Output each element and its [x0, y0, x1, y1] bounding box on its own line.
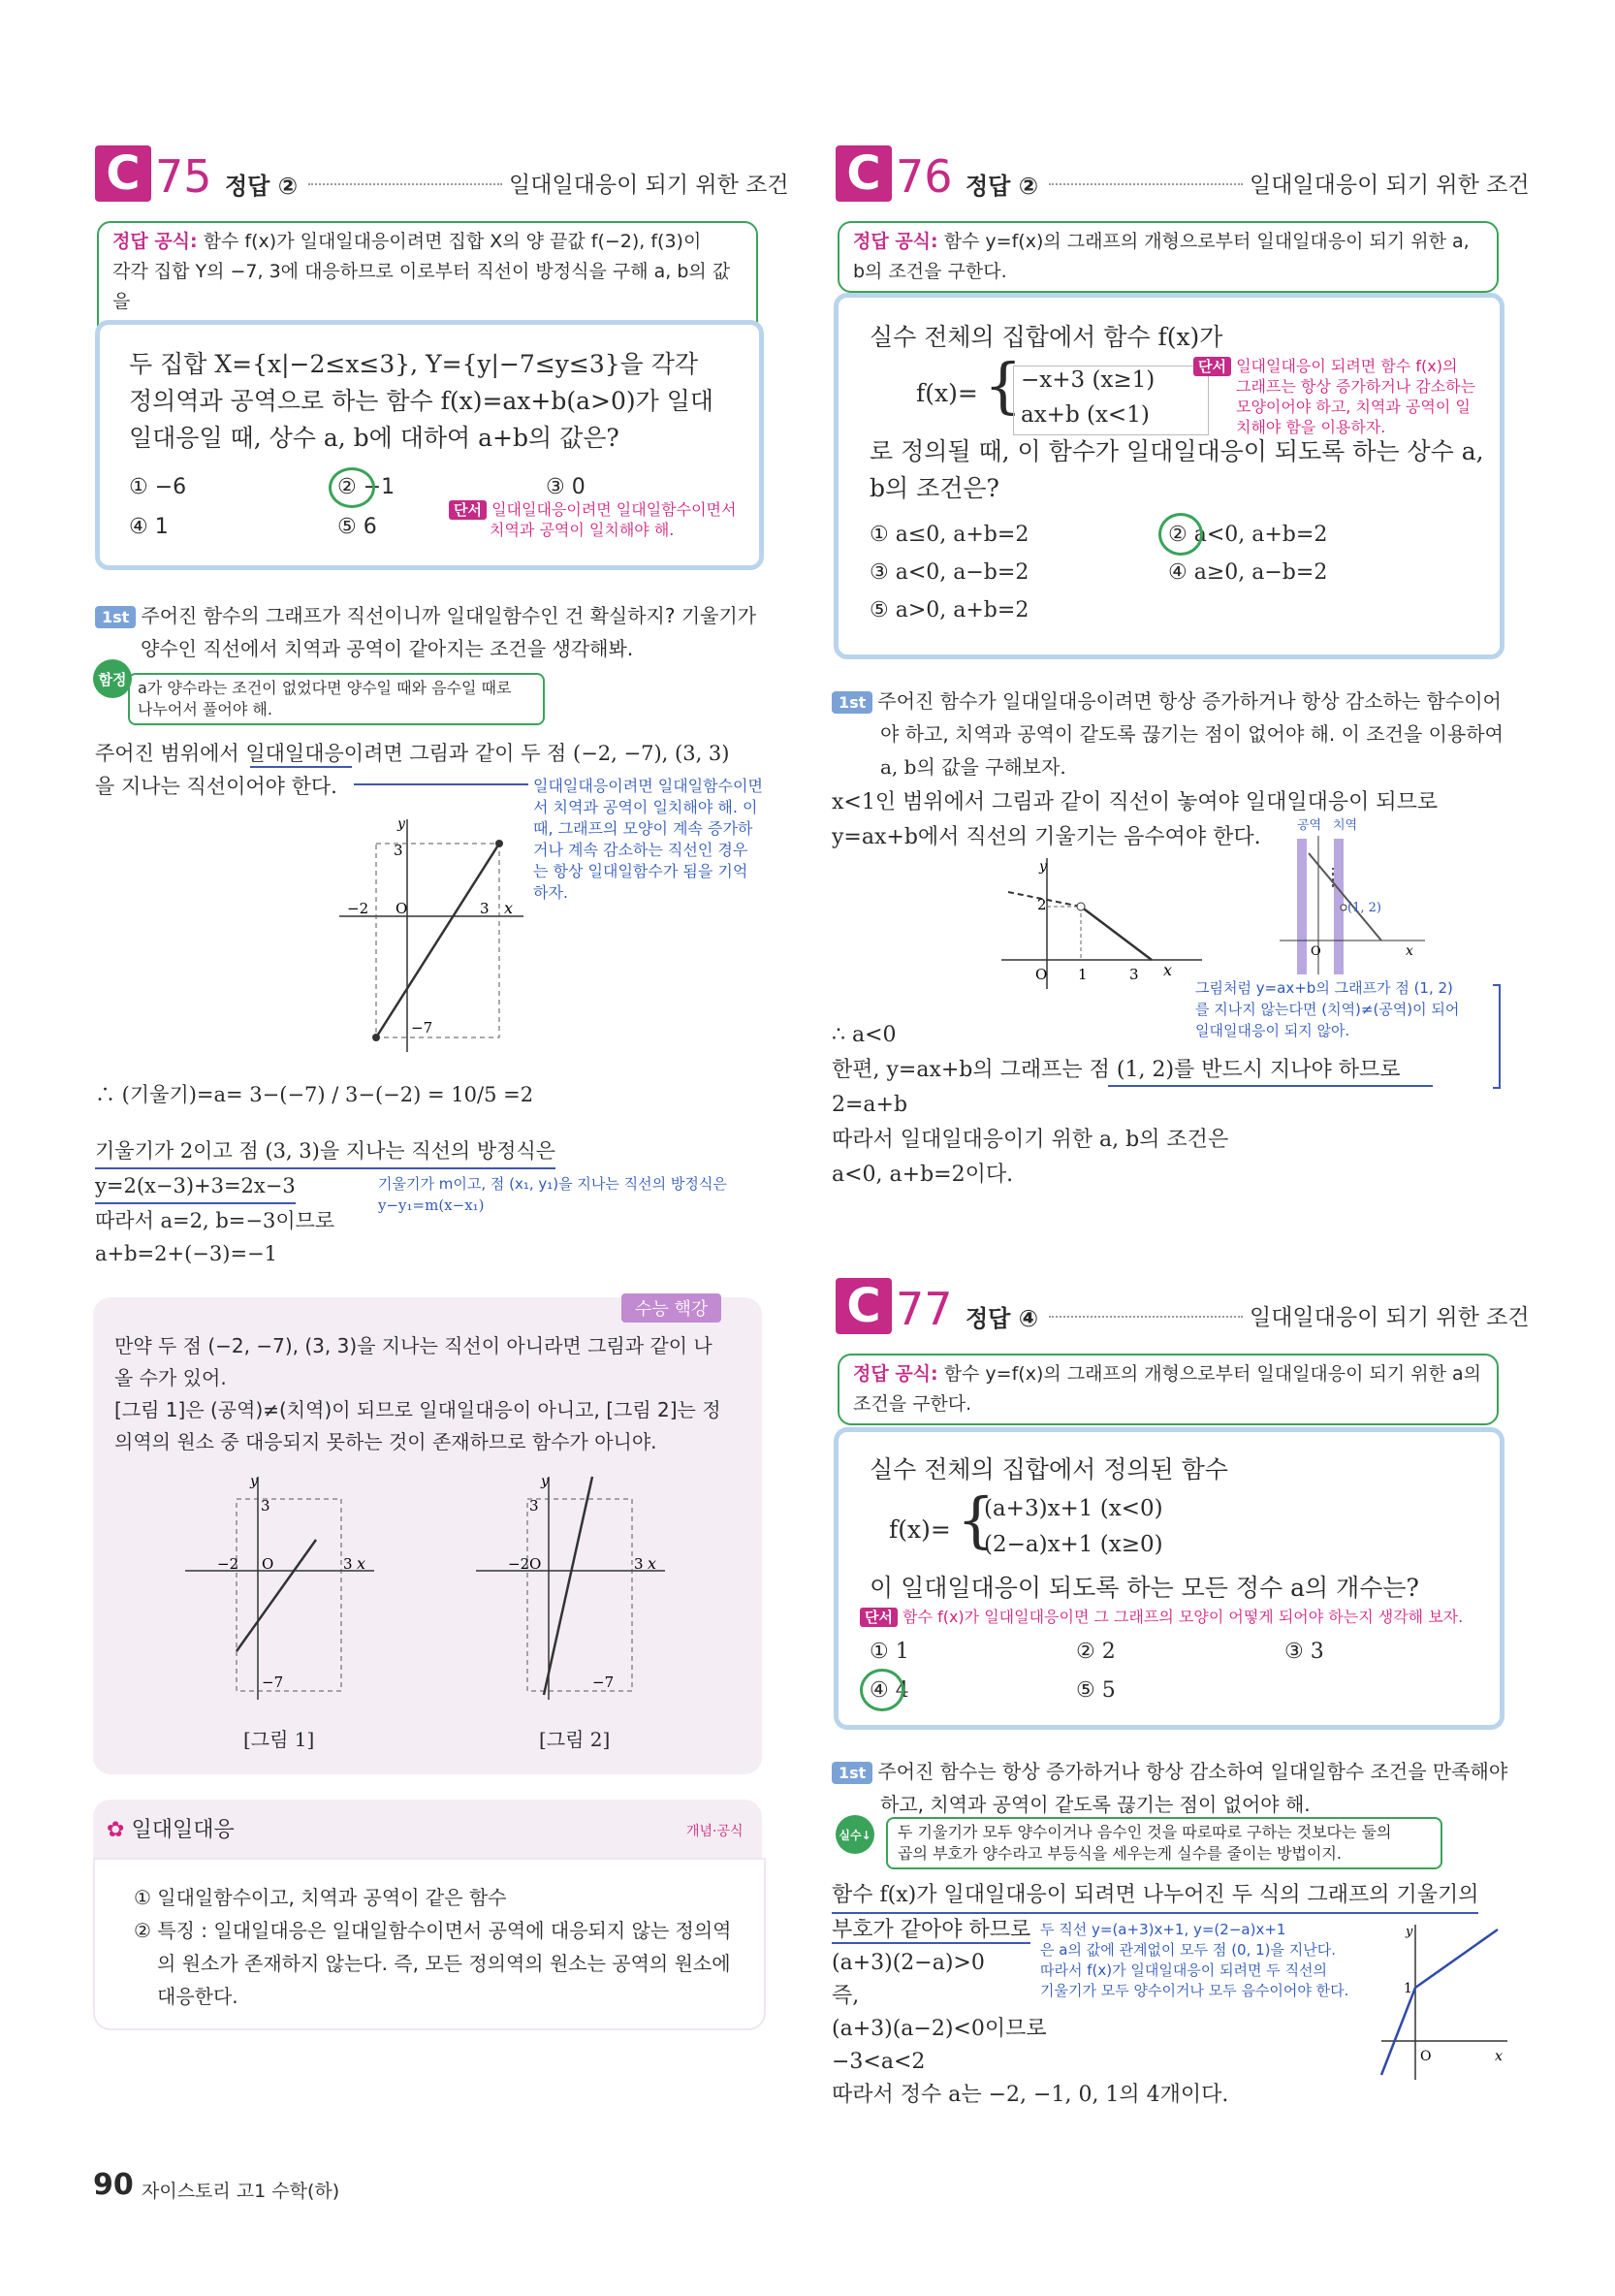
y-label: y	[1406, 1925, 1413, 1939]
origin-label: O	[1420, 2049, 1432, 2064]
side-note-line: 일대일대응이려면 일대일함수이면	[533, 777, 763, 795]
case-2: (2−a)x+1 (x≥0)	[984, 1532, 1163, 1557]
question-line: 일대응일 때, 상수 a, b에 대하여 a+b의 값은?	[129, 424, 619, 452]
origin-label: O	[396, 900, 408, 917]
divider-dots	[1049, 1316, 1243, 1318]
solution-line: 주어진 범위에서 일대일대응이려면 그림과 같이 두 점 (−2, −7), (3, 3)	[95, 742, 730, 765]
option-4[interactable]: ④ 1	[129, 515, 169, 539]
line-eq-note	[378, 1173, 727, 1216]
formula-text: 조건을 구한다.	[853, 1393, 972, 1415]
step-1st	[832, 1755, 1510, 1821]
page-number: 90	[93, 2168, 134, 2202]
side-note-line: 일대일대응이 되지 않아.	[1195, 1022, 1350, 1039]
solution-line: 을 지나는 직선이어야 한다.	[95, 775, 337, 798]
concept-line: 대응한다.	[157, 1985, 238, 2008]
concept-title-text: 일대일대응	[131, 1818, 235, 1842]
svg-text:−7: −7	[262, 1674, 284, 1691]
note-line: y−y₁=m(x−x₁)	[378, 1196, 485, 1214]
x-label: x	[1495, 2049, 1503, 2064]
endpoint	[372, 1034, 380, 1041]
step-text: 야 하고, 치역과 공역이 같도록 끊기는 점이 없어야 해. 이 조건을 이용하여	[880, 722, 1504, 746]
side-note-line: 따라서 f(x)가 일대일대응이 되려면 두 직선의	[1040, 1961, 1328, 1979]
step-text: 주어진 함수의 그래프가 직선이니까 일대일함수인 건 확실하지? 기울기가	[141, 604, 757, 627]
option-1[interactable]: ① a≤0, a+b=2	[870, 523, 1029, 547]
core-line: 의역의 원소 중 대응되지 못하는 것이 존재하므로 함수가 아니야.	[114, 1430, 657, 1453]
side-note-line: 두 직선 y=(a+3)x+1, y=(2−a)x+1	[1040, 1921, 1286, 1938]
solution-line: y=ax+b에서 직선의 기울기는 음수여야 한다.	[832, 825, 1261, 849]
hint-tag: 단서	[860, 1608, 898, 1627]
range-label: 공역	[1297, 818, 1322, 833]
solution-part2	[832, 1018, 1510, 1193]
formula-label: 정답 공식:	[853, 1363, 938, 1385]
y-label: y	[1039, 859, 1047, 875]
formula-label: 정답 공식:	[112, 231, 198, 252]
step-1st	[95, 599, 764, 665]
point-label: (1, 2)	[1347, 901, 1381, 915]
book-title: 자이스토리 고1 수학(하)	[142, 2181, 340, 2202]
concept-line: ① 일대일함수이고, 치역과 공역이 같은 함수	[134, 1886, 507, 1909]
solution-line: a<0, a+b=2이다.	[832, 1163, 1014, 1187]
core-text	[114, 1330, 744, 1458]
option-5[interactable]: ⑤ 6	[337, 515, 377, 539]
tick-label: −7	[411, 1019, 433, 1036]
piecewise-f: f(x)=	[916, 379, 978, 407]
answer-formula	[838, 1354, 1499, 1425]
problem-topic: 일대일대응이 되기 위한 조건	[509, 173, 789, 198]
graph-77	[1377, 1920, 1512, 2085]
problem-topic: 일대일대응이 되기 위한 조건	[1250, 1305, 1530, 1330]
concept-body	[93, 1858, 766, 2030]
trap-text: a가 양수라는 조건이 없었다면 양수일 때와 음수일 때로	[138, 679, 512, 697]
side-note-line: 를 지나지 않는다면 (치역)≠(공역)이 되어	[1195, 1001, 1460, 1018]
tip-text: 곱의 부호가 양수라고 부등식을 세우는게 실수를 줄이는 방법이지.	[898, 1844, 1343, 1863]
concept-text	[134, 1881, 732, 2013]
y-label: y	[397, 816, 405, 832]
core-tag: 수능 핵강	[621, 1293, 721, 1323]
tick-label: 1	[1078, 966, 1088, 983]
hint-text: 일대일대응이려면 일대일함수이면서	[491, 500, 737, 519]
side-note-line: 기울기가 모두 양수이거나 모두 음수이어야 한다.	[1040, 1982, 1349, 1999]
option-4[interactable]: ④ 4	[870, 1678, 909, 1703]
figure-2-caption: [그림 2]	[539, 1728, 611, 1751]
question-intro: 실수 전체의 집합에서 함수 f(x)가	[870, 323, 1223, 351]
side-note-line: 그림처럼 y=ax+b의 그래프가 점 (1, 2)	[1195, 979, 1453, 997]
step-1st	[832, 685, 1510, 783]
svg-text:O: O	[262, 1555, 274, 1573]
side-note-line: 서 치역과 공역이 일치해야 해. 이	[533, 798, 758, 816]
tick-label: 3	[1129, 966, 1139, 983]
formula-text: 함수 y=f(x)의 그래프의 개형으로부터 일대일대응이 되기 위한 a,	[943, 231, 1470, 252]
option-1[interactable]: ① 1	[870, 1640, 909, 1664]
step-text: 양수인 직선에서 치역과 공역이 같아지는 조건을 생각해봐.	[141, 637, 634, 660]
solution-line: (a+3)(2−a)>0	[832, 1951, 985, 1975]
formula-text: b의 조건을 구한다.	[853, 261, 1007, 282]
divider-dots	[308, 183, 502, 185]
hint	[860, 1607, 1490, 1627]
tip-icon: 실수↓	[836, 1815, 874, 1854]
side-note-line: 때, 그래프의 모양이 계속 증가하	[533, 819, 753, 838]
step-tag: 1st	[832, 691, 872, 714]
option-1[interactable]: ① −6	[129, 475, 187, 499]
concept-line: ② 특징 : 일대일대응은 일대일함수이면서 공역에 대응되지 않는 정의역	[134, 1919, 732, 1942]
svg-text:3: 3	[261, 1497, 270, 1515]
question-line: 정의역과 공역으로 하는 함수 f(x)=ax+b(a>0)가 일대	[129, 387, 714, 415]
trap-note	[128, 673, 545, 725]
core-line: 만약 두 점 (−2, −7), (3, 3)을 지나는 직선이 아니라면 그림과 같이 나	[114, 1334, 712, 1357]
case-2: ax+b (x<1)	[1021, 402, 1150, 428]
x-label: x	[1406, 943, 1413, 959]
side-note-line: 거나 계속 감소하는 직선인 경우	[533, 841, 748, 859]
answer-circle	[329, 467, 375, 508]
underline	[250, 766, 352, 768]
formula-text: 함수 y=f(x)의 그래프의 개형으로부터 일대일대응이 되기 위한 a의	[943, 1363, 1482, 1385]
option-5[interactable]: ⑤ a>0, a+b=2	[870, 598, 1029, 622]
slope-line: ∴ (기울기)=a= 3−(−7) / 3−(−2) = 10/5 =2	[95, 1083, 534, 1106]
tick-label: 3	[394, 842, 403, 859]
step-text: a, b의 값을 구해보자.	[880, 755, 1066, 779]
hint-tag: 단서	[449, 500, 487, 520]
case-1: (a+3)x+1 (x<0)	[984, 1496, 1163, 1521]
question-line: 로 정의될 때, 이 함수가 일대일대응이 되도록 하는 상수 a,	[870, 437, 1484, 465]
formula-text: 각각 집합 Y의 −7, 3에 대응하므로 이로부터 직선이 방정식을 구해 a, b의 값을	[112, 261, 731, 312]
question-box	[834, 293, 1504, 659]
option-3[interactable]: ③ a<0, a−b=2	[870, 560, 1029, 585]
side-note-line: 은 a의 값에 관계없이 모두 점 (0, 1)을 지난다.	[1040, 1941, 1337, 1959]
answer-circle	[860, 1669, 904, 1711]
step-tag: 1st	[832, 1762, 872, 1784]
tick-label: 2	[1037, 896, 1047, 913]
solution-line: 즉,	[832, 1984, 860, 2008]
solution-line: ∴ a<0	[832, 1023, 897, 1047]
tick-label: −2	[347, 900, 369, 917]
flower-icon: ✿	[107, 1818, 125, 1842]
endpoint	[495, 840, 503, 847]
option-2[interactable]: ② a<0, a+b=2	[1168, 523, 1328, 547]
answer-circle	[1158, 513, 1203, 556]
trap-text: 나누어서 풀어야 해.	[138, 700, 272, 718]
solution-line: 2=a+b	[832, 1093, 908, 1117]
graph-75	[330, 814, 533, 1057]
solution-line: 따라서 a=2, b=−3이므로	[95, 1209, 335, 1232]
hint-tag: 단서	[1193, 357, 1231, 376]
svg-text:3: 3	[529, 1497, 539, 1515]
concept-title	[107, 1813, 235, 1843]
solution-line: 함수 f(x)가 일대일대응이 되려면 나누어진 두 식의 그래프의 기울기의	[832, 1879, 1478, 1914]
hint-text: 모양이어야 하고, 치역과 공역이 일	[1236, 398, 1471, 416]
problem-number: 77	[896, 1283, 953, 1335]
solution-line: 한편, y=ax+b의 그래프는 점 (1, 2)를 반드시 지나야 하므로	[832, 1058, 1401, 1082]
hint-text: 그래프는 항상 증가하거나 감소하는	[1236, 377, 1476, 396]
problem-c-badge: C	[836, 145, 892, 202]
problem-c-badge: C	[95, 145, 151, 202]
side-note-line: 는 항상 일대일함수가 됨을 기억	[533, 862, 748, 880]
answer-label: 정답 ②	[225, 173, 299, 200]
origin-label: O	[1311, 944, 1321, 959]
svg-text:x: x	[648, 1554, 657, 1573]
question-line: 이 일대일대응이 되도록 하는 모든 정수 a의 개수는?	[870, 1574, 1419, 1602]
question-box	[834, 1427, 1504, 1730]
concept-line: 의 원소가 존재하지 않는다. 즉, 모든 정의역의 원소는 공역의 원소에	[157, 1952, 731, 1975]
step-text: 주어진 함수는 항상 증가하거나 항상 감소하여 일대일함수 조건을 만족해야	[877, 1760, 1508, 1783]
solution-line: a+b=2+(−3)=−1	[95, 1242, 278, 1265]
option-4[interactable]: ④ a≥0, a−b=2	[1168, 560, 1328, 585]
graph-line	[376, 844, 499, 1037]
question-line: b의 조건은?	[870, 474, 999, 502]
problem-number: 75	[155, 150, 212, 203]
svg-text:y: y	[541, 1474, 549, 1489]
svg-text:−7: −7	[592, 1674, 615, 1691]
svg-text:3: 3	[343, 1555, 353, 1573]
x-label: x	[1163, 961, 1173, 979]
solution-line: 부호가 같아야 하므로	[832, 1918, 1031, 1942]
concept-tag: 개념·공식	[686, 1824, 744, 1839]
svg-text:y: y	[250, 1474, 258, 1489]
figure-1	[180, 1472, 384, 1705]
svg-text:−2: −2	[508, 1555, 530, 1573]
brace: {	[957, 1484, 996, 1555]
trap-icon: 함정	[93, 659, 132, 698]
solution-line: −3<a<2	[832, 2050, 926, 2074]
solution-line: 따라서 정수 a는 −2, −1, 0, 1의 4개이다.	[832, 2083, 1229, 2107]
hint-text: 치역과 공역이 일치해야 해.	[490, 521, 675, 539]
hint	[449, 499, 736, 540]
answer-label: 정답 ②	[966, 173, 1039, 200]
solution-line: (a+3)(a−2)<0이므로	[832, 2017, 1047, 2041]
core-line: [그림 1]은 (공역)≠(치역)이 되므로 일대일대응이 아니고, [그림 2]는 정	[114, 1398, 721, 1421]
tick-label: 3	[480, 900, 490, 917]
solution-line: x<1인 범위에서 그림과 같이 직선이 놓여야 일대일대응이 되므로	[832, 790, 1439, 814]
tip-text: 두 기울기가 모두 양수이거나 음수인 것을 따로따로 구하는 것보다는 둘의	[898, 1823, 1392, 1841]
underline	[1108, 1085, 1433, 1087]
core-line: 올 수가 있어.	[114, 1366, 227, 1389]
origin-label: O	[1035, 966, 1048, 983]
formula-label: 정답 공식:	[853, 231, 938, 252]
question-line: 두 집합 X={x|−2≤x≤3}, Y={y|−7≤y≤3}을 각각	[129, 350, 699, 378]
formula-text: 함수 f(x)가 일대일대응이려면 집합 X의 양 끝값 f(−2), f(3)이	[203, 231, 702, 252]
option-2[interactable]: ② 2	[1076, 1640, 1116, 1664]
answer-label: 정답 ④	[966, 1305, 1039, 1332]
option-3[interactable]: ③ 3	[1284, 1640, 1324, 1664]
option-2[interactable]: ② −1	[337, 475, 396, 499]
question-text	[129, 346, 713, 457]
answer-formula	[838, 221, 1499, 293]
option-3[interactable]: ③ 0	[546, 475, 586, 499]
svg-text:O: O	[529, 1555, 542, 1573]
x-label: x	[504, 899, 514, 917]
option-5[interactable]: ⑤ 5	[1076, 1678, 1116, 1703]
side-note-line: 하자.	[533, 883, 568, 902]
problem-c-badge: C	[836, 1278, 892, 1334]
side-note	[533, 776, 766, 904]
problem-number: 76	[896, 150, 953, 203]
question-text	[870, 433, 1484, 507]
hint-text: 함수 f(x)가 일대일대응이면 그 그래프의 모양이 어떻게 되어야 하는지 생각해 보자.	[902, 1608, 1464, 1626]
figure-1-caption: [그림 1]	[243, 1728, 315, 1751]
step-tag: 1st	[95, 606, 136, 628]
question-box	[95, 320, 764, 570]
note-line: 기울기가 m이고, 점 (x₁, y₁)을 지나는 직선의 방정식은	[378, 1175, 727, 1193]
graph-76	[998, 853, 1207, 999]
hint	[1193, 356, 1484, 437]
concept-panel	[93, 1800, 762, 2026]
step-text: 주어진 함수가 일대일대응이려면 항상 증가하거나 항상 감소하는 함수이어	[877, 689, 1502, 713]
hint-text: 일대일대응이 되려면 함수 f(x)의	[1236, 357, 1458, 375]
brace: {	[984, 350, 1023, 421]
solution-line: 기울기가 2이고 점 (3, 3)을 지나는 직선의 방정식은	[95, 1134, 555, 1169]
question-intro: 실수 전체의 집합에서 정의된 함수	[870, 1455, 1228, 1483]
case-1: −x+3 (x≥1)	[1021, 367, 1156, 393]
side-note	[1040, 1920, 1389, 2001]
figure-2	[471, 1472, 675, 1705]
mini-graph-76	[1280, 814, 1425, 979]
svg-text:−2: −2	[217, 1555, 239, 1573]
solution-line: y=2(x−3)+3=2x−3	[95, 1169, 296, 1204]
hint-text: 치해야 함을 이용하자.	[1236, 418, 1386, 436]
problem-topic: 일대일대응이 되기 위한 조건	[1250, 173, 1530, 198]
codomain-label: 치역	[1333, 818, 1358, 833]
svg-text:x: x	[357, 1554, 366, 1573]
piecewise-f: f(x)=	[889, 1515, 951, 1544]
tip-note	[886, 1817, 1442, 1869]
solution-line: 따라서 일대일대응이기 위한 a, b의 조건은	[832, 1128, 1229, 1152]
divider-dots	[1049, 183, 1243, 185]
tick-label: 1	[1404, 1981, 1412, 1996]
step-text: 하고, 치역과 공역이 같도록 끊기는 점이 없어야 해.	[880, 1793, 1311, 1816]
svg-text:3: 3	[634, 1555, 644, 1573]
pointer-line	[354, 783, 528, 785]
core-panel	[93, 1297, 762, 1774]
